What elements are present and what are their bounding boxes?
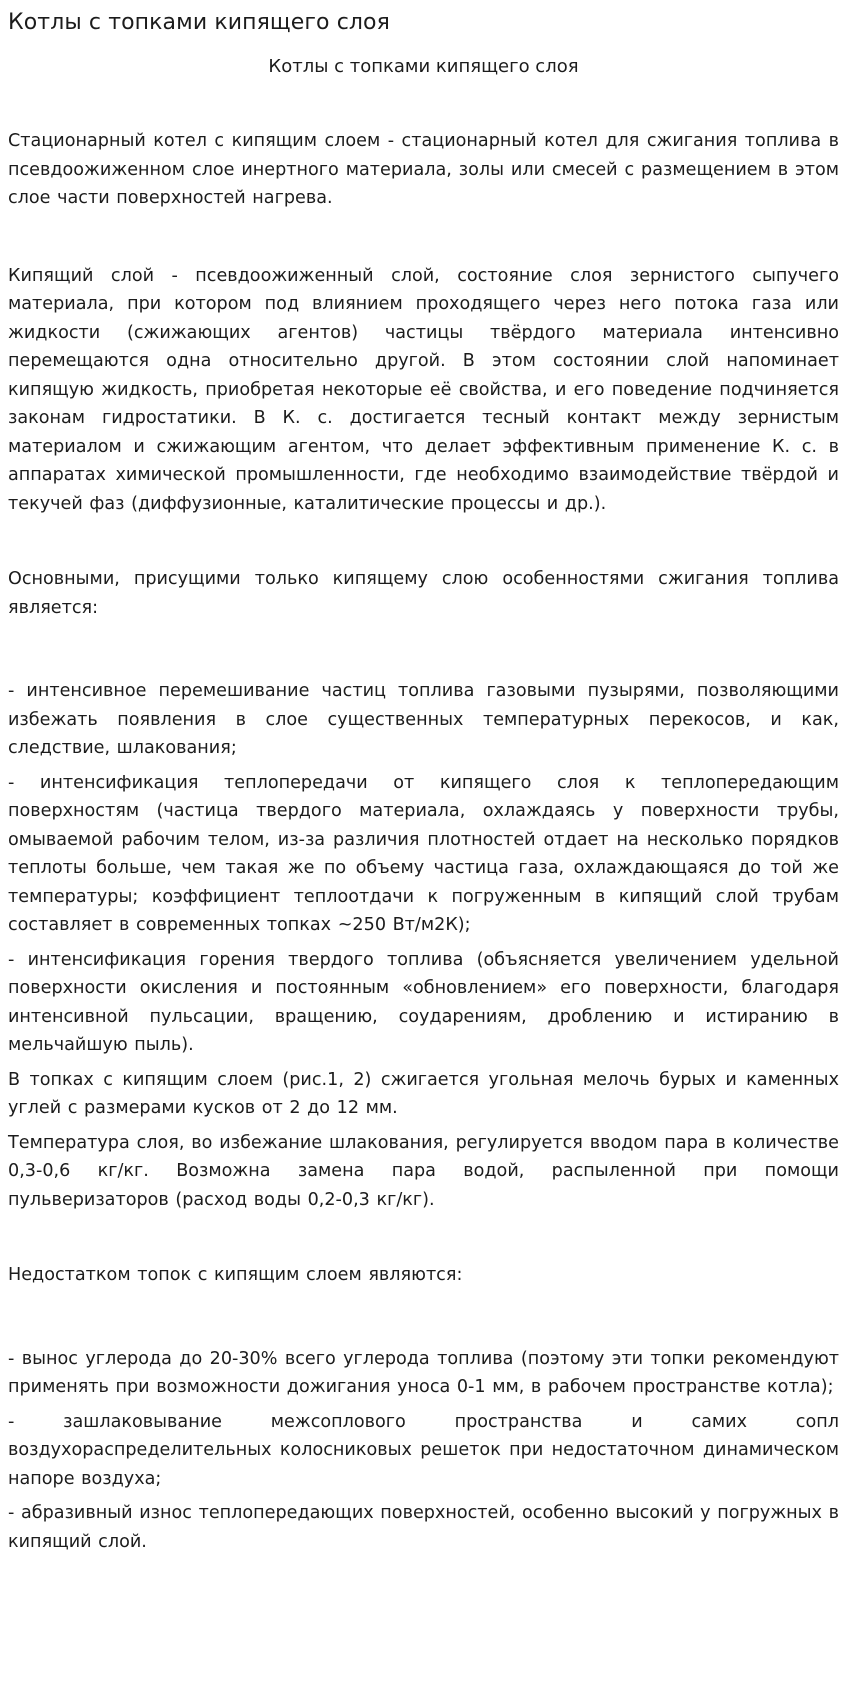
article-subtitle: Котлы с топками кипящего слоя (268, 56, 579, 77)
paragraph-coal-size: В топках с кипящим слоем (рис.1, 2) сжигается угольная мелочь бурых и каменных углей с размерами кусков от 2 до 12 мм. (8, 1069, 839, 1118)
page-title: Котлы с топками кипящего слоя (8, 10, 390, 35)
paragraph-temperature: Температура слоя, во избежание шлакования, регулируется вводом пара в количестве 0,3-0,6 кг/кг. Возможна замена пара водой, распыленной при помощи пульверизаторов (расход воды 0,2-0,3 кг/кг). (8, 1132, 839, 1210)
list-item-mixing: - интенсивное перемешивание частиц топлива газовыми пузырями, позволяющими избежать появления в слое существенных температурных перекосов, и как, следствие, шлакования; (8, 681, 839, 758)
list-item-combustion: - интенсификация горения твердого топлива (объясняется увеличением удельной поверхности окисления и постоянным «обновлением» его поверхности, благодаря интенсивной пульсации, вращению, соударениям, дроблению и истиранию в мельчайшую пыль). (8, 949, 839, 1055)
list-item-abrasive-wear: - абразивный износ теплопередающих поверхностей, особенно высокий у погружных в кипящий слой. (8, 1503, 839, 1552)
list-item-heat-transfer: - интенсификация теплопередачи от кипящего слоя к теплопередающим поверхностям (частица твердого материала, охлаждаясь у поверхности трубы, омываемой рабочим телом, из-за различия плотностей отдает на несколько порядков теплоты больше, чем такая же по объему частица газа, охлаждающаяся до той же температуры; коэффициент теплоотдачи к погруженным в кипящий слой трубам составляет в современных топках ~250 Вт/м2К); (8, 772, 839, 935)
paragraph-features-intro: Основными, присущими только кипящему слою особенностями сжигания топлива является: (8, 569, 839, 618)
paragraph-definition-fluidized-bed: Кипящий слой - псевдоожиженный слой, состояние слоя зернистого сыпучего материала, при котором под влиянием проходящего через него потока газа или жидкости (сжижающих агентов) частицы твёрдого материала интенсивно перемещаются одна относительно другой. В этом состоянии слой напоминает кипящую жидкость, приобретая некоторые её свойства, и его поведение подчиняется законам гидростатики. В К. с. достигается тесный контакт между зернистым материалом и сжижающим агентом, что делает эффективным применение К. с. в аппаратах химической промышленности, где необходимо взаимодействие твёрдой и текучей фаз (диффузионные, каталитические процессы и др.). (8, 265, 839, 514)
paragraph-drawbacks-intro: Недостатком топок с кипящим слоем являются: (8, 1265, 463, 1285)
list-item-slagging: - зашлаковывание межсоплового пространства и самих сопл воздухораспределительных колосниковых решеток при недостаточном динамическом напоре воздуха; (8, 1411, 839, 1489)
list-item-carbon-carryover: - вынос углерода до 20-30% всего углерода топлива (поэтому эти топки рекомендуют применять при возможности дожигания уноса 0-1 мм, в рабочем пространстве котла); (8, 1348, 839, 1397)
paragraph-definition-boiler: Стационарный котел с кипящим слоем - стационарный котел для сжигания топлива в псевдоожиженном слое инертного материала, золы или смесей с размещением в этом слое части поверхностей нагрева. (8, 131, 839, 208)
